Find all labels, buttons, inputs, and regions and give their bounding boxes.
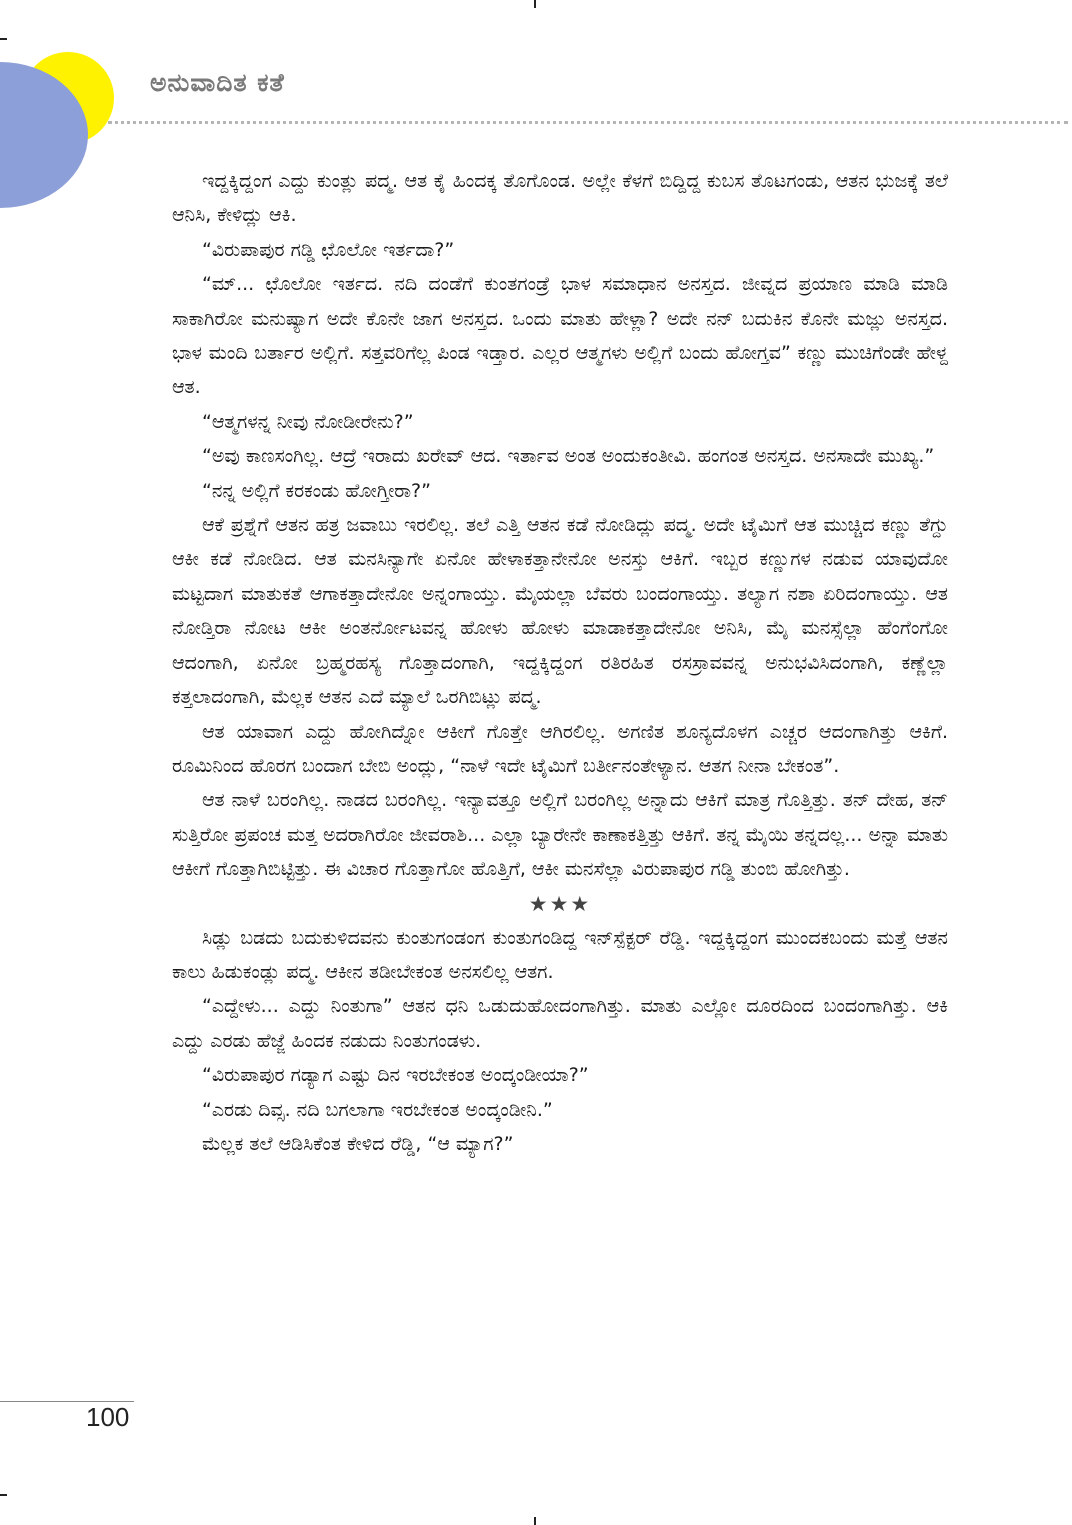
paragraph: “ವಿರುಪಾಪುರ ಗಡ್ಡಿ ಛೊಲೋ ಇರ್ತದಾ?” xyxy=(202,238,455,261)
paragraph: “ವಿರುಪಾಪುರ ಗಡ್ಯಾಗ ಎಷ್ಟು ದಿನ ಇರಬೇಕಂತ ಅಂದ್ಕಂಡೀಯಾ?” xyxy=(202,1064,589,1087)
crop-mark-left-top xyxy=(0,38,7,40)
paragraph: “ಮ್... ಛೊಲೋ ಇರ್ತದ. ನದಿ ದಂಡೆಗೆ ಕುಂತಗಂಡ್ರೆ ಭಾಳ ಸಮಾಧಾನ ಅನಸ್ತದ. ಜೀವ್ನದ ಪ್ರಯಾಣ ಮಾಡಿ ಮಾಡಿ ಸಾಕಾಗಿರೋ ಮನುಷ್ಯಾಗ ಅದೇ ಕೊನೇ ಜಾಗ ಅನಸ್ತದ. ಒಂದು ಮಾತು ಹೇಳ್ಲಾ? ಅದೇ ನನ್ ಬದುಕಿನ ಕೊನೇ ಮಜ್ಲು ಅನಸ್ತದ. ಭಾಳ ಮಂದಿ ಬರ್ತಾರ ಅಲ್ಲಿಗೆ. ಸತ್ತವರಿಗೆಲ್ಲ ಪಿಂಡ ಇಡ್ತಾರ. ಎಲ್ಲರ ಆತ್ಮಗಳು ಅಲ್ಲಿಗೆ ಬಂದು ಹೋಗ್ತವ” ಕಣ್ಣು ಮುಚಿಗೆಂಡೇ ಹೇಳ್ದ ಆತ. xyxy=(172,273,948,399)
paragraph: ಇದ್ದಕ್ಕಿದ್ದಂಗ ಎದ್ದು ಕುಂತ್ಲು ಪದ್ಮ. ಆತ ಕೈ ಹಿಂದಕ್ಕ ತೊಗೊಂಡ. ಅಲ್ಲೇ ಕೆಳಗೆ ಬಿದ್ದಿದ್ದ ಕುಬಸ ತೊಟಗಂಡು, ಆತನ ಭುಜಕ್ಕೆ ತಲೆ ಆನಿಸಿ, ಕೇಳಿದ್ಲು ಆಕಿ. xyxy=(172,170,948,227)
paragraph: “ಅವು ಕಾಣಸಂಗಿಲ್ಲ. ಆದ್ರೆ ಇರಾದು ಖರೇವ್ ಆದ. ಇರ್ತಾವ ಅಂತ ಅಂದುಕಂತೀವಿ. ಹಂಗಂತ ಅನಸ್ತದ. ಅನಸಾದೇ ಮುಖ್ಯ.” xyxy=(202,445,935,468)
crop-mark-bottom xyxy=(534,1517,536,1525)
paragraph: ಆಕೆ ಪ್ರಶ್ನೆಗೆ ಆತನ ಹತ್ರ ಜವಾಬು ಇರಲಿಲ್ಲ. ತಲೆ ಎತ್ತಿ ಆತನ ಕಡೆ ನೋಡಿದ್ಲು ಪದ್ಮ. ಅದೇ ಟೈಮಿಗೆ ಆತ ಮುಚ್ಚಿದ ಕಣ್ಣು ತೆಗ್ದು ಆಕೀ ಕಡೆ ನೋಡಿದ. ಆತ ಮನಸಿನ್ಯಾಗೇ ಏನೋ ಹೇಳಾಕತ್ತಾನೇನೋ ಅನಸ್ತು ಆಕಿಗೆ. ಇಬ್ಬರ ಕಣ್ಣುಗಳ ನಡುವ ಯಾವುದೋ ಮಟ್ಟದಾಗ ಮಾತುಕತೆ ಆಗಾಕತ್ತಾದೇನೋ ಅನ್ನಂಗಾಯ್ತು. ಮೈಯಲ್ಲಾ ಬೆವರು ಬಂದಂಗಾಯ್ತು. ತಲ್ಯಾಗ ನಶಾ ಏರಿದಂಗಾಯ್ತು. ಆತ ನೋಡ್ತಿರಾ ನೋಟ ಆಕೀ ಅಂತರ್ನೋಟವನ್ನ ಹೋಳು ಹೋಳು ಮಾಡಾಕತ್ತಾದೇನೋ ಅನಿಸಿ, ಮೈ ಮನಸ್ಸೆಲ್ಲಾ ಹೆಂಗೆಂಗೋ ಆದಂಗಾಗಿ, ಏನೋ ಬ್ರಹ್ಮರಹಸ್ಯ ಗೊತ್ತಾದಂಗಾಗಿ, ಇದ್ದಕ್ಕಿದ್ದಂಗ ರತಿರಹಿತ ರಸಸ್ರಾವವನ್ನ ಅನುಭವಿಸಿದಂಗಾಗಿ, ಕಣ್ಣೆಲ್ಲಾ ಕತ್ತಲಾದಂಗಾಗಿ, ಮೆಲ್ಲಕ ಆತನ ಎದೆ ಮ್ಯಾಲೆ ಒರಗಿಬಿಟ್ಲು ಪದ್ಮ. xyxy=(172,514,948,709)
crop-mark-top xyxy=(534,0,536,8)
page-number: 100 xyxy=(86,1402,130,1432)
paragraph: “ಆತ್ಮಗಳನ್ನ ನೀವು ನೋಡೀರೇನು?” xyxy=(202,410,414,433)
section-title: ಅನುವಾದಿತ ಕತೆ xyxy=(150,68,285,97)
paragraph: ಆತ ಯಾವಾಗ ಎದ್ದು ಹೋಗಿದ್ನೋ ಆಕೀಗೆ ಗೊತ್ತೇ ಆಗಿರಲಿಲ್ಲ. ಅಗಣಿತ ಶೂನ್ಯದೊಳಗ ಎಚ್ಚರ ಆದಂಗಾಗಿತ್ತು ಆಕಿಗೆ. ರೂಮಿನಿಂದ ಹೊರಗ ಬಂದಾಗ ಬೇಬಿ ಅಂದ್ಲು, “ನಾಳೆ ಇದೇ ಟೈಮಿಗೆ ಬರ್ತೀನಂತೇಳ್ಯಾನ. ಆತಗ ನೀನಾ ಬೇಕಂತ”. xyxy=(172,720,948,777)
paragraph: ಸಿಡ್ಲು ಬಡದು ಬದುಕುಳಿದವನು ಕುಂತುಗಂಡಂಗ ಕುಂತುಗಂಡಿದ್ದ ಇನ್‌ಸ್ಪೆಕ್ಟರ್ ರೆಡ್ಡಿ. ಇದ್ದಕ್ಕಿದ್ದಂಗ ಮುಂದಕಬಂದು ಮತ್ತೆ ಆತನ ಕಾಲು ಹಿಡುಕಂಡ್ಲು ಪದ್ಮ. ಆಕೀನ ತಡೀಬೇಕಂತ ಅನಸಲಿಲ್ಲ ಆತಗ. xyxy=(172,926,948,983)
paragraph: “ಎದ್ದೇಳು... ಎದ್ದು ನಿಂತುಗಾ” ಆತನ ಧನಿ ಒಡುದುಹೋದಂಗಾಗಿತ್ತು. ಮಾತು ಎಲ್ಲೋ ದೂರದಿಂದ ಬಂದಂಗಾಗಿತ್ತು. ಆಕಿ ಎದ್ದು ಎರಡು ಹೆಜ್ಜೆ ಹಿಂದಕ ನಡುದು ನಿಂತುಗಂಡಳು. xyxy=(172,995,948,1052)
paragraph: “ನನ್ನ ಅಲ್ಲಿಗೆ ಕರಕಂಡು ಹೋಗ್ತೀರಾ?” xyxy=(202,479,431,502)
paragraph: “ಎರಡು ದಿವ್ಸ. ನದಿ ಬಗಲಾಗಾ ಇರಬೇಕಂತ ಅಂದ್ಕಂಡೀನಿ.” xyxy=(202,1098,553,1121)
paragraph: ಆತ ನಾಳೆ ಬರಂಗಿಲ್ಲ. ನಾಡದ ಬರಂಗಿಲ್ಲ. ಇನ್ಯಾವತ್ತೂ ಅಲ್ಲಿಗೆ ಬರಂಗಿಲ್ಲ ಅನ್ನಾದು ಆಕಿಗೆ ಮಾತ್ರ ಗೊತ್ತಿತ್ತು. ತನ್ ದೇಹ, ತನ್ ಸುತ್ತಿರೋ ಪ್ರಪಂಚ ಮತ್ತ ಅದರಾಗಿರೋ ಜೀವರಾಶಿ... ಎಲ್ಲಾ ಬ್ಯಾರೇನೇ ಕಾಣಾಕತ್ತಿತ್ತು ಆಕಿಗೆ. ತನ್ನ ಮೈಯಿ ತನ್ನದಲ್ಲ... ಅನ್ನಾ ಮಾತು ಆಕೀಗೆ ಗೊತ್ತಾಗಿಬಿಟ್ಟಿತ್ತು. ಈ ವಿಚಾರ ಗೊತ್ತಾಗೋ ಹೊತ್ತಿಗೆ, ಆಕೀ ಮನಸೆಲ್ಲಾ ವಿರುಪಾಪುರ ಗಡ್ಡಿ ತುಂಬಿ ಹೋಗಿತ್ತು. xyxy=(172,789,948,881)
story-text xyxy=(172,164,948,1161)
paragraph: ಮೆಲ್ಲಕ ತಲೆ ಆಡಿಸಿಕೆಂತ ಕೇಳಿದ ರೆಡ್ಡಿ, “ಆ ಮ್ಯಾಗ?” xyxy=(202,1132,514,1155)
header-dotted-rule xyxy=(108,121,1068,124)
scene-separator: ★★★ xyxy=(528,891,592,916)
crop-mark-left-bottom xyxy=(0,1494,7,1496)
